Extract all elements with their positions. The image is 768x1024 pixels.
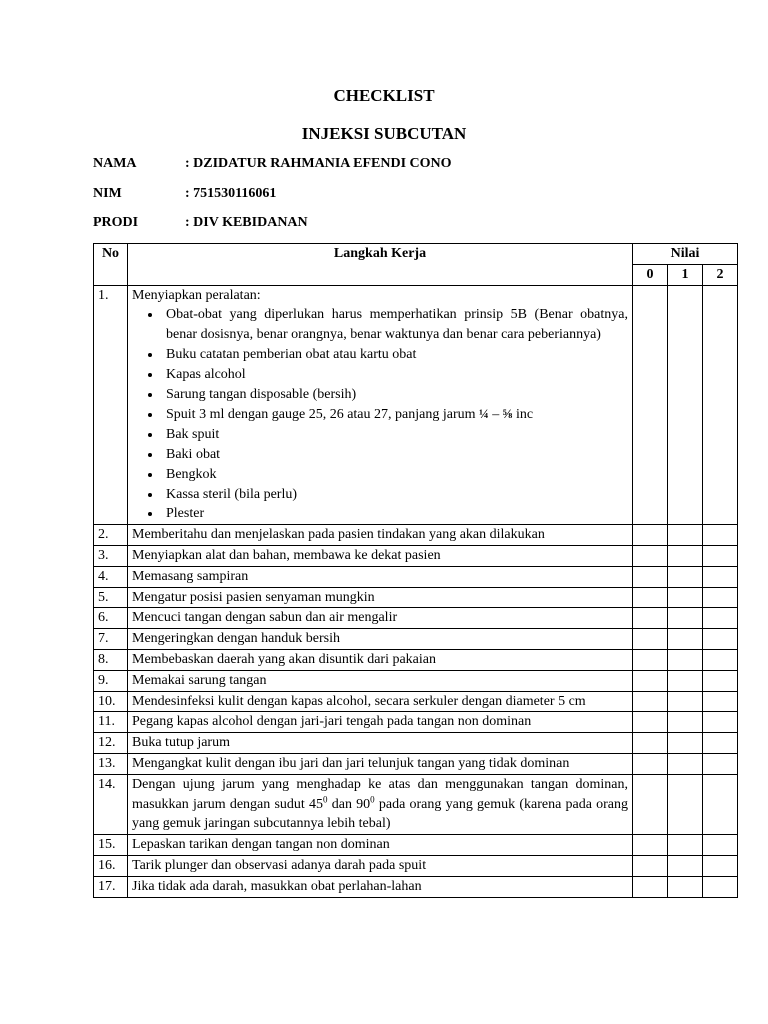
list-item: • Kapas alcohol [162,365,628,385]
info-prodi [93,215,308,231]
score-cell-1[interactable] [668,712,703,733]
list-item: • Bengkok [162,465,628,485]
score-cell-0[interactable] [633,753,668,774]
step-text: Membebaskan daerah yang akan disuntik dari pakaian [128,649,633,670]
score-cell-2[interactable] [703,566,738,587]
list-item: • Kassa steril (bila perlu) [162,485,628,505]
score-cell-2[interactable] [703,733,738,754]
score-cell-0[interactable] [633,733,668,754]
table-row [94,608,738,629]
spuit-text: Spuit 3 ml dengan gauge 25, 26 atau 27, panjang jarum [166,407,479,423]
step-number: 13. [94,753,128,774]
header-langkah-kerja: Langkah Kerja [128,244,633,286]
table-row [94,753,738,774]
table-row [94,649,738,670]
score-cell-2[interactable] [703,855,738,876]
score-cell-0[interactable] [633,608,668,629]
score-cell-2[interactable] [703,629,738,650]
header-score-0: 0 [633,264,668,285]
score-cell-0[interactable] [633,285,668,525]
prodi-value: : DIV KEBIDANAN [185,215,308,230]
step-text: Mengeringkan dengan handuk bersih [128,629,633,650]
score-cell-1[interactable] [668,753,703,774]
score-cell-1[interactable] [668,876,703,897]
step-text [128,285,633,525]
list-item: • Plester [162,504,628,524]
step-text: Pegang kapas alcohol dengan jari-jari tengah pada tangan non dominan [128,712,633,733]
score-cell-2[interactable] [703,525,738,546]
list-item: • Baki obat [162,445,628,465]
table-row [94,629,738,650]
score-cell-0[interactable] [633,855,668,876]
list-item: • Obat-obat yang diperlukan harus memperhatikan prinsip 5B (Benar obatnya, benar dosisnya, benar orangnya, benar waktunya dan benar cara peberiannya) [162,305,628,345]
step-text: Mendesinfeksi kulit dengan kapas alcohol, secara serkuler dengan diameter 5 cm [128,691,633,712]
checklist-table [93,243,738,898]
table-row [94,733,738,754]
table-row [94,670,738,691]
table-row [94,691,738,712]
score-cell-1[interactable] [668,587,703,608]
score-cell-1[interactable] [668,629,703,650]
header-score-1: 1 [668,264,703,285]
score-cell-0[interactable] [633,670,668,691]
step-text: Memasang sampiran [128,566,633,587]
table-row [94,712,738,733]
header-nilai: Nilai [633,244,738,265]
prodi-label: PRODI [93,215,139,230]
step-number: 10. [94,691,128,712]
step-text: Mengatur posisi pasien senyaman mungkin [128,587,633,608]
fraction-five-eighths: ⅝ [502,406,513,422]
table-row [94,525,738,546]
step-intro: Menyiapkan peralatan: [132,287,261,303]
score-cell-1[interactable] [668,566,703,587]
score-cell-2[interactable] [703,285,738,525]
score-cell-2[interactable] [703,753,738,774]
spuit-unit: inc [512,407,534,423]
step-number: 15. [94,835,128,856]
score-cell-1[interactable] [668,733,703,754]
score-cell-0[interactable] [633,835,668,856]
score-cell-2[interactable] [703,608,738,629]
score-cell-2[interactable] [703,587,738,608]
nim-label: NIM [93,186,122,201]
nama-value: : DZIDATUR RAHMANIA EFENDI CONO [185,156,452,171]
step-text: Menyiapkan alat dan bahan, membawa ke dekat pasien [128,545,633,566]
step-text [128,774,633,834]
list-item: • Sarung tangan disposable (bersih) [162,385,628,405]
step-number: 11. [94,712,128,733]
header-score-2: 2 [703,264,738,285]
step-text: Lepaskan tarikan dengan tangan non dominan [128,835,633,856]
score-cell-0[interactable] [633,545,668,566]
table-row [94,835,738,856]
step-text-part: dan 90 [327,796,371,812]
nim-value: : 751530116061 [185,186,277,201]
score-cell-0[interactable] [633,712,668,733]
step-text: Jika tidak ada darah, masukkan obat perlahan-lahan [128,876,633,897]
score-cell-0[interactable] [633,691,668,712]
step-text: Tarik plunger dan observasi adanya darah pada spuit [128,855,633,876]
step-text: Mencuci tangan dengan sabun dan air mengalir [128,608,633,629]
step-text-part: Dengan ujung jarum yang menghadap ke atas dan menggunakan tangan dominan, masukkan jarum dengan sudut 45 [132,776,628,812]
info-nama [93,156,452,172]
step-text: Buka tutup jarum [128,733,633,754]
score-cell-1[interactable] [668,774,703,834]
table-row [94,545,738,566]
score-cell-2[interactable] [703,545,738,566]
list-item: • Bak spuit [162,425,628,445]
page-subtitle: INJEKSI SUBCUTAN [301,124,467,143]
step-text-part: pada orang yang gemuk (karena pada orang yang gemuk jaringan subcutannya lebih tebal) [132,796,629,832]
score-cell-1[interactable] [668,525,703,546]
score-cell-0[interactable] [633,876,668,897]
step-number: 3. [94,545,128,566]
score-cell-1[interactable] [668,545,703,566]
score-cell-2[interactable] [703,835,738,856]
list-item [162,404,628,425]
score-cell-1[interactable] [668,670,703,691]
tool-list [132,305,628,524]
score-cell-0[interactable] [633,774,668,834]
table-row [94,285,738,525]
table-row [94,566,738,587]
score-cell-0[interactable] [633,566,668,587]
step-number: 4. [94,566,128,587]
score-cell-0[interactable] [633,649,668,670]
page-title: CHECKLIST [333,86,435,105]
score-cell-0[interactable] [633,525,668,546]
score-cell-1[interactable] [668,649,703,670]
score-cell-2[interactable] [703,712,738,733]
score-cell-1[interactable] [668,285,703,525]
score-cell-2[interactable] [703,670,738,691]
score-cell-1[interactable] [668,855,703,876]
table-row [94,587,738,608]
fraction-quarter: ¼ [479,406,489,422]
score-cell-1[interactable] [668,608,703,629]
info-nim [93,186,276,202]
table-row [94,876,738,897]
table-row [94,774,738,834]
checklist-body [94,285,738,897]
score-cell-1[interactable] [668,691,703,712]
step-number: 1. [94,285,128,525]
score-cell-0[interactable] [633,629,668,650]
header-no: No [94,244,128,286]
step-number: 12. [94,733,128,754]
step-number: 2. [94,525,128,546]
score-cell-1[interactable] [668,835,703,856]
score-cell-2[interactable] [703,876,738,897]
step-number: 9. [94,670,128,691]
score-cell-2[interactable] [703,691,738,712]
list-item: • Buku catatan pemberian obat atau kartu obat [162,345,628,365]
score-cell-2[interactable] [703,774,738,834]
score-cell-0[interactable] [633,587,668,608]
step-text: Memberitahu dan menjelaskan pada pasien tindakan yang akan dilakukan [128,525,633,546]
step-text: Mengangkat kulit dengan ibu jari dan jari telunjuk tangan yang tidak dominan [128,753,633,774]
degree-superscript: 0 [370,793,375,804]
degree-superscript: 0 [323,793,328,804]
spuit-dash: – [488,407,503,423]
step-number: 5. [94,587,128,608]
nama-label: NAMA [93,156,137,171]
step-number: 7. [94,629,128,650]
table-row [94,855,738,876]
step-number: 6. [94,608,128,629]
step-number: 8. [94,649,128,670]
step-number: 17. [94,876,128,897]
step-text: Memakai sarung tangan [128,670,633,691]
step-number: 16. [94,855,128,876]
score-cell-2[interactable] [703,649,738,670]
step-number: 14. [94,774,128,834]
